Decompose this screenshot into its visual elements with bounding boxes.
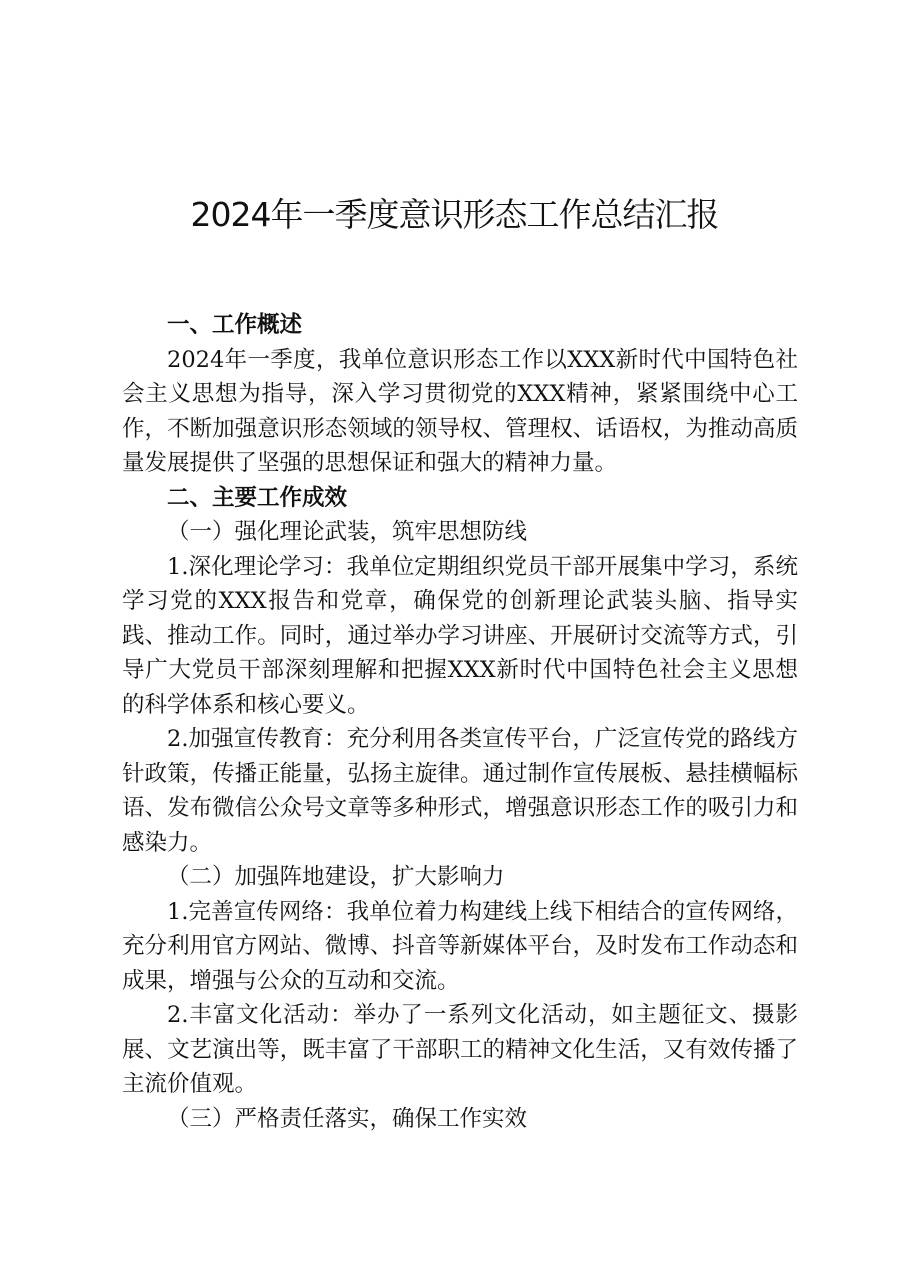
subsection-heading-position: （二）加强阵地建设，扩大影响力 (167, 864, 505, 890)
paragraph-publicity-network: 1.完善宣传网络：我单位着力构建线上线下相结合的宣传网络，充分利用官方网站、微博、抖音等新媒体平台，及时发布工作动态和成果，增强与公众的互动和交流。 (122, 898, 798, 994)
subsection-heading-responsibility: （三）严格责任落实，确保工作实效 (167, 1105, 528, 1132)
paragraph-propaganda-education: 2.加强宣传教育：充分利用各类宣传平台，广泛宣传党的路线方针政策，传播正能量，弘扬主旋律。通过制作宣传展板、悬挂横幅标语、发布微信公众号文章等多种形式，增强意识形态工作的吸引力和感染力。 (122, 726, 798, 856)
paragraph-theory-study: 1.深化理论学习：我单位定期组织党员干部开展集中学习，系统学习党的XXX报告和党章，确保党的创新理论武装头脑、指导实践、推动工作。同时，通过举办学习讲座、开展研讨交流等方式，引导广大党员干部深刻理解和把握XXX新时代中国特色社会主义思想的科学体系和核心要义。 (122, 553, 798, 718)
paragraph-cultural-activities: 2.丰富文化活动：举办了一系列文化活动，如主题征文、摄影展、文艺演出等，既丰富了干部职工的精神文化生活，又有效传播了主流价值观。 (122, 1002, 798, 1097)
paragraph-overview: 2024年一季度，我单位意识形态工作以XXX新时代中国特色社会主义思想为指导，深入学习贯彻党的XXX精神，紧紧围绕中心工作，不断加强意识形态领域的领导权、管理权、话语权，为推动高质量发展提供了坚强的思想保证和强大的精神力量。 (122, 346, 798, 476)
section-heading-overview: 一、工作概述 (167, 312, 303, 338)
subsection-heading-theory: （一）强化理论武装，筑牢思想防线 (167, 519, 528, 545)
document-title: 2024年一季度意识形态工作总结汇报 (190, 195, 719, 234)
document-body (122, 308, 798, 1136)
section-heading-achievements: 二、主要工作成效 (167, 484, 348, 511)
